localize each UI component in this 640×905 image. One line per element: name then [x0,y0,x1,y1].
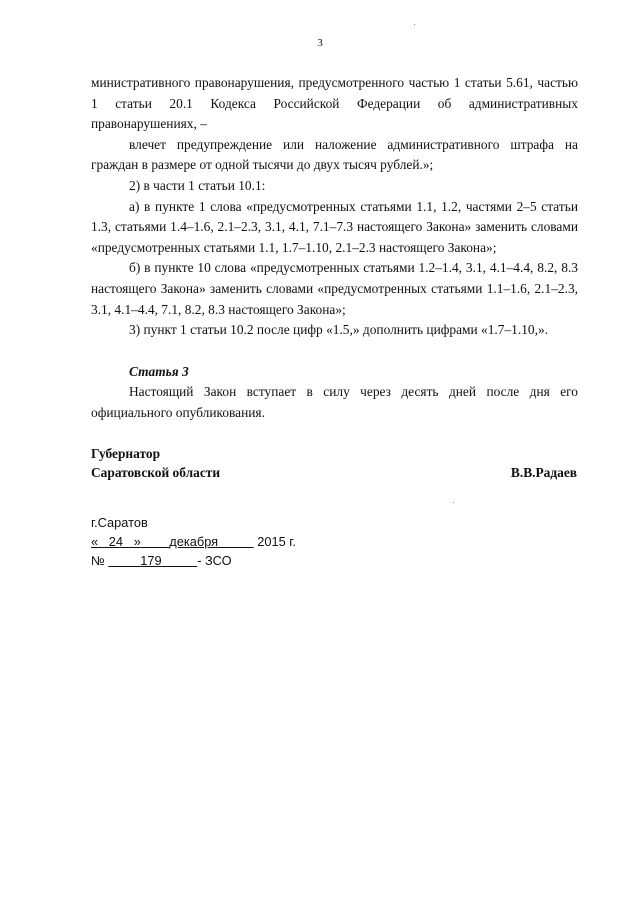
paragraph-6: 3) пункт 1 статьи 10.2 после цифр «1.5,» дополнить цифрами «1.7–1.10,». [129,322,548,338]
number-value: 179 [140,553,162,568]
date-month: декабря [169,534,219,549]
paragraph-2: влечет предупреждение или наложение административного штрафа на граждан в размере от одной тысячи до двух тысяч рублей.»; [91,136,578,173]
date-open-quote: « [91,534,99,549]
signature-block [91,444,577,482]
number-suffix: - ЗСО [197,553,232,568]
paragraph-4: а) в пункте 1 слова «предусмотренных статьями 1.1, 1.2, частями 2–5 статьи 1.3, статьями 1.4–1.6, 2.1–2.3, 3.1, 4.1, 7.1–7.3 настоящего Закона» заменить словами «предусмотренных статьями 1.1, 1.7–1.10, 2.1–2.3 настоящего Закона»; [91,198,578,255]
governor-title-line-2: Саратовской области [91,465,221,480]
paragraph-1: министративного правонарушения, предусмотренного частью 1 статьи 5.61, частью 1 статьи 20.1 Кодекса Российской Федерации об административных правонарушениях, – [91,75,578,132]
paragraph-3: 2) в части 1 статьи 10.1: [129,177,266,193]
place-date-number-block [91,513,296,570]
paragraph-5: б) в пункте 10 слова «предусмотренных статьями 1.2–1.4, 3.1, 4.1–4.4, 8.2, 8.3 настоящего Закона» заменить словами «предусмотренных статьями 1.1–1.6, 2.1–2.3, 3.1, 4.1–4.4, 7.1, 8.2, 8.3 настоящего Закона»; [91,260,578,317]
article-3-text: Настоящий Закон вступает в силу через десять дней после дня его официального опубликования. [91,384,578,420]
date-year: 2015 г. [257,534,296,549]
article-3-title: Статья 3 [129,363,189,379]
page-number: 3 [317,37,323,49]
date-line [91,532,296,551]
document-body [91,73,578,424]
place-line: г.Саратов [91,515,148,530]
date-close-quote: » [133,534,141,549]
governor-title-line-1: Губернатор [91,446,161,461]
number-sign: № [91,553,105,568]
scan-speck [414,24,415,25]
number-line [91,551,296,570]
signature-row [91,463,577,482]
governor-name: В.В.Радаев [510,465,577,480]
date-day: 24 [108,534,124,549]
scan-speck [453,502,454,503]
